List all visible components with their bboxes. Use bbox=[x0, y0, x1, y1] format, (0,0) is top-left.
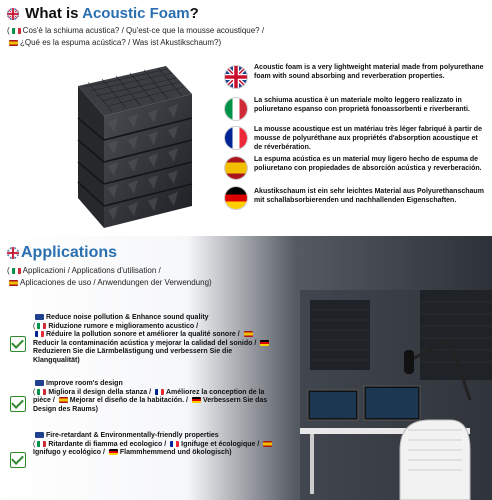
description-fr: La mousse acoustique est un matériau très léger fabriqué à partir de mousse de polyuréthane aux propriétés d'absorption acoustique et de réverbération. bbox=[254, 126, 482, 151]
description-es: La espuma acústica es un material muy ligero hecho de espuma de poliuretano con propiedades de absorción acústica y reverberación. bbox=[254, 156, 482, 172]
header-subtitle-2 bbox=[7, 37, 221, 48]
item-3-en: Fire-retardant & Environmentally-friendly properties bbox=[46, 432, 219, 439]
acoustic-foam-image bbox=[68, 60, 196, 230]
spain-flag-icon bbox=[9, 40, 18, 46]
application-item-2: Improve room's design ( Migliora il design della stanza / Améliorez la conception de la pièce / Mejorar el diseño de la habitación. / Verbessern Sie das Design des Raums) bbox=[33, 380, 268, 413]
item-2-en: Improve room's design bbox=[46, 380, 123, 387]
title-suffix: ? bbox=[189, 5, 199, 22]
header-subtitle-1: ( Cos'è la schiuma acustica? / Qu'est-ce que la mousse acoustique? / bbox=[7, 26, 265, 35]
germany-flag-icon bbox=[192, 397, 201, 403]
item-3-fr: Ignifuge et écologique / bbox=[181, 440, 260, 448]
item-2-es: Mejorar el diseño de la habitación. / bbox=[69, 397, 189, 405]
description-en: Acoustic foam is a very lightweight material made from polyurethane foam with sound absorbing and reverberation properties. bbox=[254, 64, 484, 80]
item-2-it: Migliora il design della stanza / bbox=[48, 388, 152, 396]
title-highlight: Acoustic Foam bbox=[82, 5, 190, 22]
spain-flag-icon bbox=[244, 331, 253, 337]
france-flag-icon bbox=[225, 127, 247, 149]
title-prefix: What is bbox=[25, 5, 83, 22]
item-3-de: Flammhemmend und ökologisch) bbox=[119, 449, 232, 457]
uk-flag-icon bbox=[35, 314, 44, 320]
item-1-de: Reduzieren Sie die Lärmbelästigung und verbessern Sie die Klangqualität) bbox=[33, 348, 233, 364]
studio-room-image bbox=[300, 290, 492, 500]
spain-flag-icon bbox=[263, 441, 272, 447]
spain-flag-icon bbox=[59, 397, 68, 403]
item-2-de: Verbessern Sie das Design des Raums) bbox=[33, 397, 268, 413]
item-1-fr: Réduire la pollution sonore et améliorer la qualité sonore / bbox=[46, 331, 240, 339]
description-it: La schiuma acustica è un materiale molto leggero realizzato in poliuretano espanso con proprietà fonoassorbenti e riverberanti. bbox=[254, 97, 470, 113]
application-item-3: Fire-retardant & Environmentally-friendly properties ( Ritardante di fiamma ed ecologico / Ignifuge et écologique / Ignifugo y ecológico / Flammhemmend und ökologisch) bbox=[33, 432, 278, 458]
italy-flag-icon bbox=[37, 441, 46, 447]
france-flag-icon bbox=[155, 389, 164, 395]
france-flag-icon bbox=[170, 441, 179, 447]
checkmark-icon bbox=[10, 452, 26, 468]
applications-title bbox=[7, 244, 117, 262]
description-de: Akustikschaum ist ein sehr leichtes Material aus Polyurethanschaum mit schallabsorbierenden und nachhallenden Eigenschaften. bbox=[254, 188, 484, 204]
page-title bbox=[7, 5, 199, 22]
applications-subtitle-1: ( Applicazioni / Applications d'utilisation / bbox=[7, 266, 161, 275]
application-item-1: Reduce noise pollution & Enhance sound quality ( Riduzione rumore e miglioramento acustico / Réduire la pollution sonore et améliorer la qualité sonore / Reducir la contaminación acústica y mejorar la calidad del sonido / Reduzieren Sie die Lärmbelästigung und verbessern Sie die Klangqualität) bbox=[33, 314, 278, 366]
france-flag-icon bbox=[35, 331, 44, 337]
italy-flag-icon bbox=[12, 28, 21, 34]
subtitle-line-1: Cos'è la schiuma acustica? / Qu'est-ce que la mousse acoustique? / bbox=[22, 26, 265, 35]
item-3-it: Ritardante di fiamma ed ecologico / bbox=[48, 440, 167, 448]
item-2-fr: Améliorez la conception de la pièce / bbox=[33, 388, 265, 405]
spain-flag-icon bbox=[9, 280, 18, 286]
uk-flag-icon bbox=[7, 247, 19, 259]
applications-subtitle-line-2: Aplicaciones de uso / Anwendungen der Verwendung) bbox=[20, 278, 212, 287]
italy-flag-icon bbox=[225, 98, 247, 120]
germany-flag-icon bbox=[225, 187, 247, 209]
germany-flag-icon bbox=[109, 449, 118, 455]
applications-title-text: Applications bbox=[21, 244, 118, 261]
uk-flag-icon bbox=[35, 432, 44, 438]
italy-flag-icon bbox=[37, 389, 46, 395]
uk-flag-icon bbox=[35, 380, 44, 386]
checkmark-icon bbox=[10, 336, 26, 352]
item-3-es: Ignifugo y ecológico / bbox=[33, 449, 105, 457]
checkmark-icon bbox=[10, 396, 26, 412]
subtitle-line-2: ¿Qué es la espuma acústica? / Was ist Akustikschaum?) bbox=[20, 38, 222, 47]
applications-subtitle-2 bbox=[7, 277, 212, 288]
spain-flag-icon bbox=[225, 157, 247, 179]
germany-flag-icon bbox=[260, 340, 269, 346]
italy-flag-icon bbox=[12, 268, 21, 274]
item-1-en: Reduce noise pollution & Enhance sound quality bbox=[46, 314, 209, 321]
uk-flag-icon bbox=[7, 8, 19, 20]
uk-flag-icon bbox=[225, 66, 247, 88]
item-1-es: Reducir la contaminación acústica y mejorar la calidad del sonido / bbox=[33, 339, 257, 347]
item-1-it: Riduzione rumore e miglioramento acustico / bbox=[48, 322, 199, 330]
italy-flag-icon bbox=[37, 323, 46, 329]
applications-subtitle-line-1: Applicazioni / Applications d'utilisation / bbox=[22, 266, 161, 275]
